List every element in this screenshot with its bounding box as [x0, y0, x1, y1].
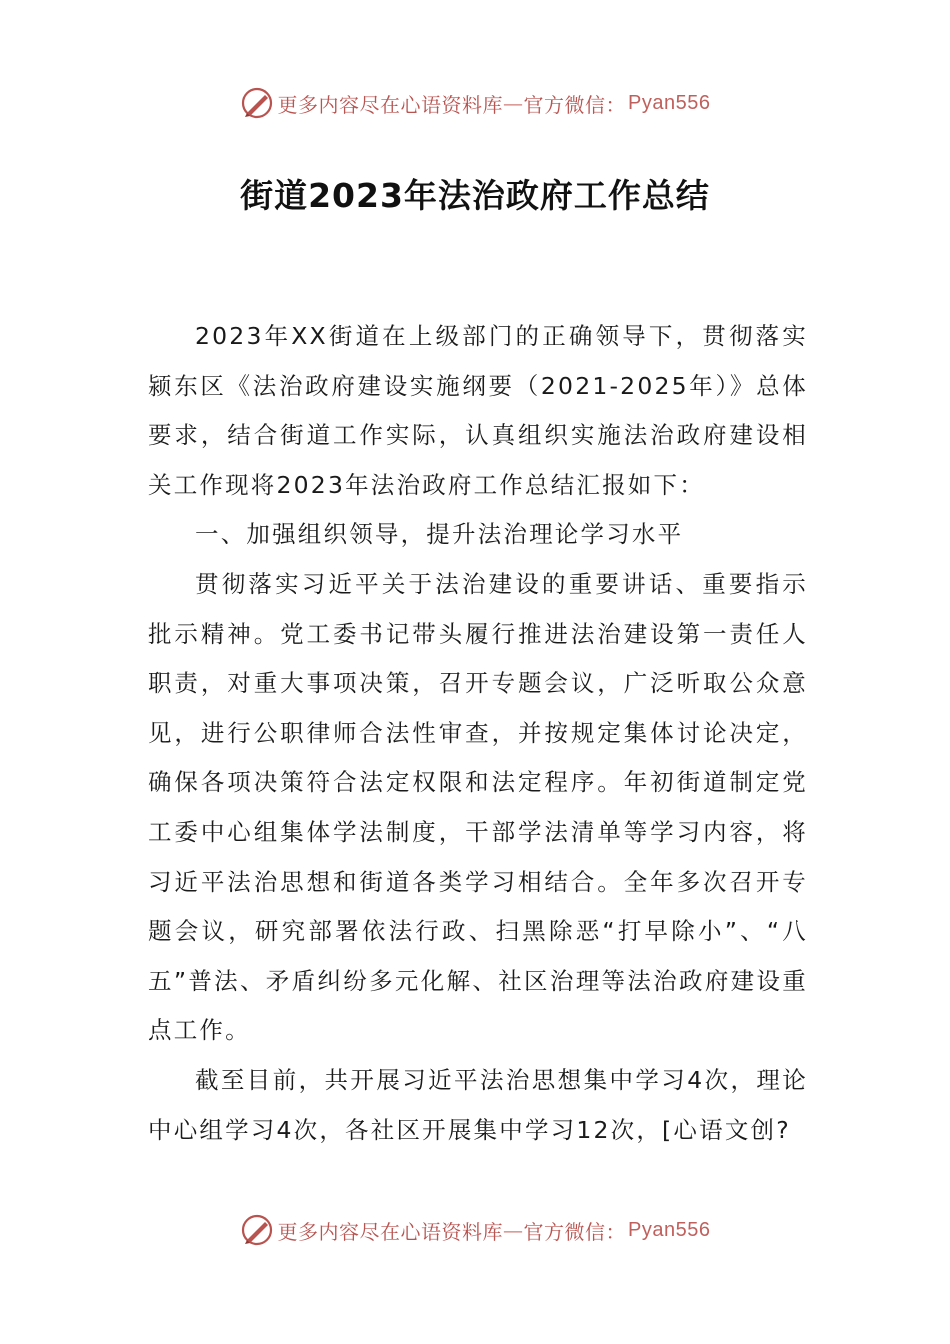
watermark-wechat-id: Pyan556 [628, 1218, 711, 1241]
document-title: 街道2023年法治政府工作总结 [240, 176, 710, 215]
watermark-wechat-id: Pyan556 [628, 91, 711, 114]
watermark-header [0, 83, 950, 123]
watermark-separator: — [503, 1218, 524, 1242]
paragraph-intro: 2023年XX街道在上级部门的正确领导下，贯彻落实颍东区《法治政府建设实施纲要（2021-2025年）》总体要求，结合街道工作实际，认真组织实施法治政府建设相关工作现将2023年法治政府工作总结汇报如下： [148, 322, 808, 499]
document-body [148, 312, 808, 1155]
watermark-wechat-label: 官方微信： [523, 92, 627, 117]
section-heading: 一、加强组织领导，提升法治理论学习水平 [195, 520, 684, 549]
watermark-footer [0, 1210, 950, 1250]
watermark-text: 更多内容尽在心语资料库 [277, 1219, 504, 1244]
paragraph-body: 贯彻落实习近平关于法治建设的重要讲话、重要指示批示精神。党工委书记带头履行推进法治建设第一责任人职责，对重大事项决策，召开专题会议，广泛听取公众意见，进行公职律师合法性审查，并按规定集体讨论决定，确保各项决策符合法定权限和法定程序。年初街道制定党工委中心组集体学法制度，干部学法清单等学习内容，将习近平法治思想和街道各类学习相结合。全年多次召开专题会议，研究部署依法行政、扫黑除恶“打早除小”、“八五”普法、矛盾纠纷多元化解、社区治理等法治政府建设重点工作。 [148, 569, 808, 1045]
pen-logo-icon [240, 86, 274, 120]
watermark-text: 更多内容尽在心语资料库 [277, 92, 504, 117]
pen-logo-icon [240, 1213, 274, 1247]
paragraph-stats: 截至目前，共开展习近平法治思想集中学习4次，理论中心组学习4次，各社区开展集中学习12次，[心语文创? [148, 1065, 808, 1144]
watermark-separator: — [503, 91, 524, 115]
watermark-wechat-label: 官方微信： [523, 1219, 627, 1244]
